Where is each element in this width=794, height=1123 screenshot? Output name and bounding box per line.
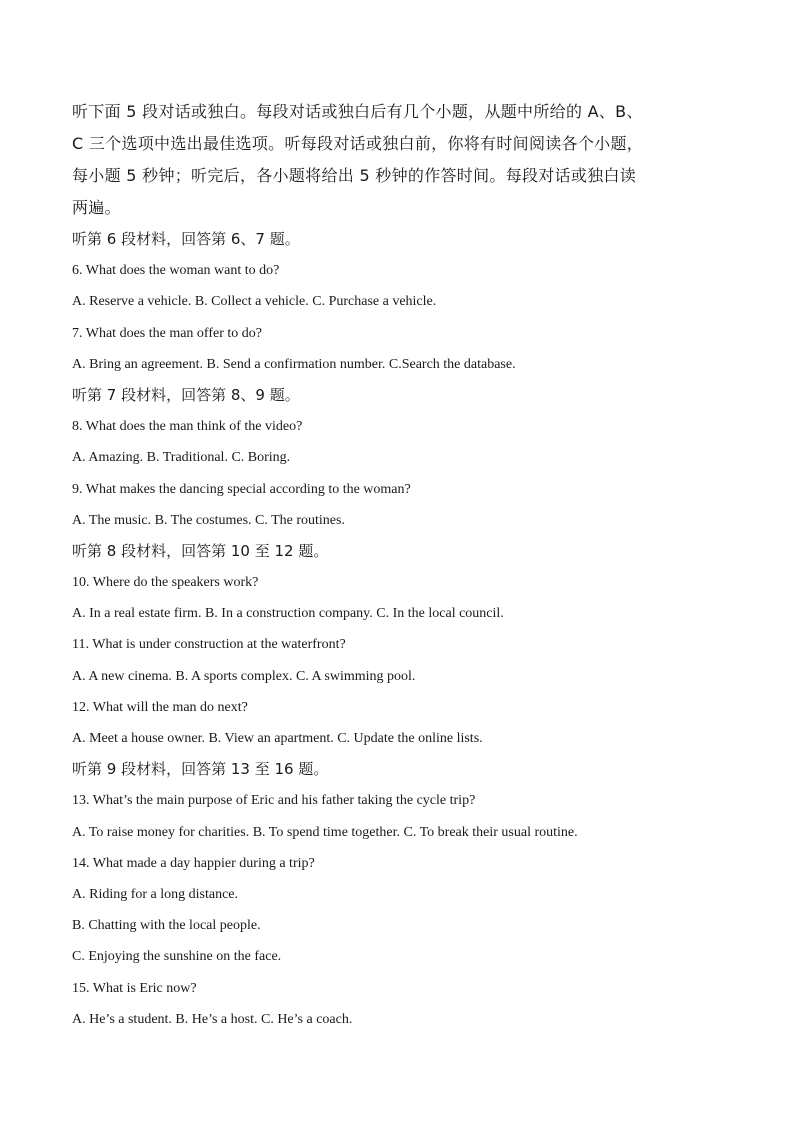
section-heading: 听第 8 段材料，回答第 10 至 12 题。 (72, 541, 329, 560)
instructions-line: 每小题 5 秒钟；听完后，各小题将给出 5 秒钟的作答时间。每段对话或独白读 (72, 166, 637, 185)
section-heading: 听第 7 段材料，回答第 8、9 题。 (72, 385, 300, 404)
question-stem: 8. What does the man think of the video? (72, 419, 303, 435)
question-stem: 11. What is under construction at the waterfront? (72, 637, 346, 653)
question-stem: 14. What made a day happier during a trip? (72, 855, 315, 871)
instructions-line: 两遍。 (72, 198, 121, 217)
question-stem: 9. What makes the dancing special according to the woman? (72, 481, 411, 497)
answer-options: A. Reserve a vehicle. B. Collect a vehicle. C. Purchase a vehicle. (72, 294, 437, 310)
answer-options: B. Chatting with the local people. (72, 918, 261, 934)
answer-options: A. Riding for a long distance. (72, 886, 239, 902)
question-stem: 7. What does the man offer to do? (72, 325, 262, 341)
instructions-line: C 三个选项中选出最佳选项。听每段对话或独白前，你将有时间阅读各个小题， (72, 134, 644, 153)
question-stem: 13. What’s the main purpose of Eric and his father taking the cycle trip? (72, 793, 476, 809)
answer-options: A. Meet a house owner. B. View an apartment. C. Update the online lists. (72, 731, 483, 746)
answer-options: A. Amazing. B. Traditional. C. Boring. (72, 450, 291, 466)
document-page (72, 96, 672, 1035)
instructions-paragraph (72, 96, 672, 224)
question-stem: 6. What does the woman want to do? (72, 263, 280, 279)
answer-options: C. Enjoying the sunshine on the face. (72, 949, 282, 965)
question-list (72, 224, 672, 1035)
answer-options: A. A new cinema. B. A sports complex. C. A swimming pool. (72, 668, 416, 684)
question-stem: 10. Where do the speakers work? (72, 575, 259, 591)
answer-options: A. He’s a student. B. He’s a host. C. He’s a coach. (72, 1011, 353, 1027)
question-stem: 15. What is Eric now? (72, 980, 197, 996)
question-stem: 12. What will the man do next? (72, 699, 248, 715)
section-heading: 听第 6 段材料，回答第 6、7 题。 (72, 230, 300, 248)
answer-options: A. The music. B. The costumes. C. The routines. (72, 512, 345, 528)
instructions-line: 听下面 5 段对话或独白。每段对话或独白后有几个小题，从题中所给的 A、B、 (72, 102, 643, 121)
section-heading: 听第 9 段材料，回答第 13 至 16 题。 (72, 760, 329, 779)
answer-options: A. To raise money for charities. B. To spend time together. C. To break their usual routine. (72, 824, 578, 840)
answer-options: A. Bring an agreement. B. Send a confirmation number. C.Search the database. (72, 356, 516, 372)
answer-options: A. In a real estate firm. B. In a construction company. C. In the local council. (72, 606, 504, 622)
